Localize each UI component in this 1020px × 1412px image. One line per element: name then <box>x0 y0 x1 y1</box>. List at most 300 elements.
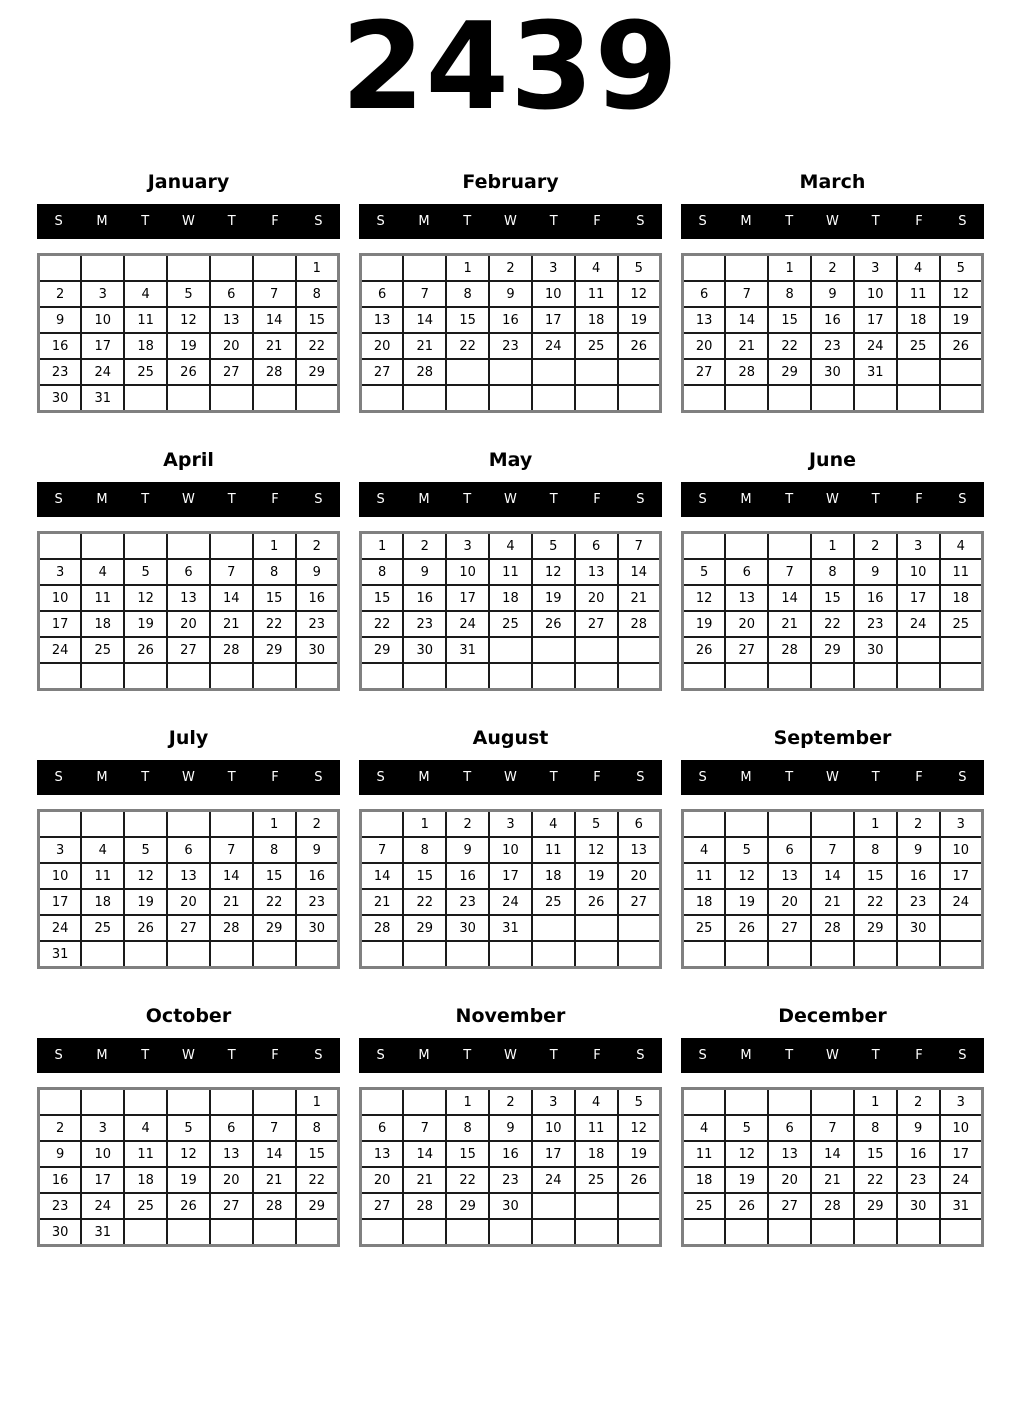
day-cell-empty <box>725 811 768 838</box>
day-cell-empty <box>725 941 768 968</box>
day-cell-march-17: 17 <box>854 307 897 333</box>
day-cell-august-22: 22 <box>403 889 446 915</box>
day-cell-march-13: 13 <box>683 307 726 333</box>
weekday-header-bar <box>359 204 662 239</box>
day-cell-empty <box>167 1089 210 1116</box>
day-cell-september-3: 3 <box>940 811 983 838</box>
day-cell-empty <box>81 941 124 968</box>
day-cell-january-25: 25 <box>124 359 167 385</box>
day-cell-march-24: 24 <box>854 333 897 359</box>
day-cell-march-16: 16 <box>811 307 854 333</box>
day-cell-july-16: 16 <box>296 863 339 889</box>
day-cell-march-5: 5 <box>940 255 983 282</box>
day-cell-empty <box>897 941 940 968</box>
day-cell-november-19: 19 <box>618 1141 661 1167</box>
day-cell-june-23: 23 <box>854 611 897 637</box>
day-cell-october-15: 15 <box>296 1141 339 1167</box>
weekday-header-sat: S <box>314 492 323 507</box>
day-cell-january-24: 24 <box>81 359 124 385</box>
day-cell-july-14: 14 <box>210 863 253 889</box>
day-cell-november-25: 25 <box>575 1167 618 1193</box>
day-cell-march-28: 28 <box>725 359 768 385</box>
week-row <box>39 837 339 863</box>
day-cell-july-22: 22 <box>253 889 296 915</box>
day-cell-march-9: 9 <box>811 281 854 307</box>
day-cell-empty <box>446 359 489 385</box>
week-row <box>361 559 661 585</box>
day-cell-august-13: 13 <box>618 837 661 863</box>
day-cell-september-30: 30 <box>897 915 940 941</box>
weekday-header-fri: F <box>593 770 601 785</box>
day-cell-december-14: 14 <box>811 1141 854 1167</box>
weekday-header-thu: T <box>549 770 558 785</box>
day-cell-empty <box>768 663 811 690</box>
day-cell-january-7: 7 <box>253 281 296 307</box>
day-cell-empty <box>768 811 811 838</box>
week-row <box>361 533 661 560</box>
day-cell-empty <box>725 663 768 690</box>
day-cell-empty <box>940 1219 983 1246</box>
day-cell-january-5: 5 <box>167 281 210 307</box>
week-row <box>39 1167 339 1193</box>
weekday-header-fri: F <box>593 1048 601 1063</box>
day-cell-april-14: 14 <box>210 585 253 611</box>
day-cell-december-25: 25 <box>683 1193 726 1219</box>
day-cell-empty <box>618 1219 661 1246</box>
day-cell-november-3: 3 <box>532 1089 575 1116</box>
day-cell-empty <box>768 1089 811 1116</box>
day-cell-december-7: 7 <box>811 1115 854 1141</box>
day-cell-october-3: 3 <box>81 1115 124 1141</box>
day-cell-july-3: 3 <box>39 837 82 863</box>
day-cell-june-29: 29 <box>811 637 854 663</box>
day-cell-may-21: 21 <box>618 585 661 611</box>
weekday-header-tue: T <box>463 1048 472 1063</box>
day-cell-october-25: 25 <box>124 1193 167 1219</box>
day-cell-december-5: 5 <box>725 1115 768 1141</box>
weekday-header-bar <box>681 1038 984 1073</box>
weekday-header-fri: F <box>915 1048 923 1063</box>
day-cell-empty <box>940 941 983 968</box>
day-cell-december-4: 4 <box>683 1115 726 1141</box>
month-june <box>681 438 984 716</box>
day-cell-december-17: 17 <box>940 1141 983 1167</box>
day-cell-february-7: 7 <box>403 281 446 307</box>
day-cell-october-11: 11 <box>124 1141 167 1167</box>
week-row <box>683 1141 983 1167</box>
day-cell-march-21: 21 <box>725 333 768 359</box>
day-cell-october-4: 4 <box>124 1115 167 1141</box>
day-cell-empty <box>210 811 253 838</box>
day-cell-february-1: 1 <box>446 255 489 282</box>
weekday-header-mon: M <box>418 1048 430 1063</box>
day-cell-july-31: 31 <box>39 941 82 968</box>
day-cell-september-29: 29 <box>854 915 897 941</box>
day-cell-june-24: 24 <box>897 611 940 637</box>
day-cell-february-26: 26 <box>618 333 661 359</box>
day-cell-october-26: 26 <box>167 1193 210 1219</box>
week-row <box>361 837 661 863</box>
day-cell-february-3: 3 <box>532 255 575 282</box>
day-cell-april-24: 24 <box>39 637 82 663</box>
weekday-header-wed: W <box>182 214 195 229</box>
weekday-header-thu: T <box>549 492 558 507</box>
day-cell-march-25: 25 <box>897 333 940 359</box>
day-cell-february-6: 6 <box>361 281 404 307</box>
month-title: August <box>472 727 549 749</box>
weekday-header-tue: T <box>785 770 794 785</box>
weekday-header-sun: S <box>54 214 63 229</box>
day-cell-empty <box>124 385 167 412</box>
day-cell-may-14: 14 <box>618 559 661 585</box>
day-cell-december-24: 24 <box>940 1167 983 1193</box>
day-cell-june-16: 16 <box>854 585 897 611</box>
week-row <box>683 611 983 637</box>
day-cell-december-28: 28 <box>811 1193 854 1219</box>
day-cell-empty <box>124 811 167 838</box>
day-cell-may-22: 22 <box>361 611 404 637</box>
day-cell-june-9: 9 <box>854 559 897 585</box>
day-cell-january-4: 4 <box>124 281 167 307</box>
day-cell-empty <box>81 811 124 838</box>
day-cell-march-15: 15 <box>768 307 811 333</box>
day-cell-may-10: 10 <box>446 559 489 585</box>
month-day-grid <box>37 1087 340 1247</box>
day-cell-may-31: 31 <box>446 637 489 663</box>
week-row <box>683 1193 983 1219</box>
day-cell-november-29: 29 <box>446 1193 489 1219</box>
week-row <box>39 889 339 915</box>
day-cell-december-29: 29 <box>854 1193 897 1219</box>
week-row <box>683 307 983 333</box>
day-cell-empty <box>296 385 339 412</box>
day-cell-august-3: 3 <box>489 811 532 838</box>
day-cell-empty <box>683 1089 726 1116</box>
day-cell-july-9: 9 <box>296 837 339 863</box>
day-cell-september-17: 17 <box>940 863 983 889</box>
day-cell-august-17: 17 <box>489 863 532 889</box>
month-day-grid <box>359 531 662 691</box>
day-cell-november-18: 18 <box>575 1141 618 1167</box>
day-cell-march-8: 8 <box>768 281 811 307</box>
day-cell-may-15: 15 <box>361 585 404 611</box>
day-cell-empty <box>167 663 210 690</box>
day-cell-october-9: 9 <box>39 1141 82 1167</box>
weekday-header-sun: S <box>376 1048 385 1063</box>
day-cell-empty <box>124 1219 167 1246</box>
day-cell-december-6: 6 <box>768 1115 811 1141</box>
day-cell-november-11: 11 <box>575 1115 618 1141</box>
month-august <box>359 716 662 994</box>
weekday-header-fri: F <box>593 214 601 229</box>
day-cell-october-5: 5 <box>167 1115 210 1141</box>
week-row <box>361 611 661 637</box>
day-cell-empty <box>81 533 124 560</box>
day-cell-june-15: 15 <box>811 585 854 611</box>
day-cell-november-15: 15 <box>446 1141 489 1167</box>
weekday-header-sat: S <box>958 1048 967 1063</box>
week-row <box>39 915 339 941</box>
month-november <box>359 994 662 1272</box>
day-cell-may-16: 16 <box>403 585 446 611</box>
week-row <box>39 559 339 585</box>
day-cell-august-29: 29 <box>403 915 446 941</box>
day-cell-april-28: 28 <box>210 637 253 663</box>
day-cell-may-27: 27 <box>575 611 618 637</box>
day-cell-january-9: 9 <box>39 307 82 333</box>
month-title: April <box>163 449 214 471</box>
day-cell-november-6: 6 <box>361 1115 404 1141</box>
day-cell-april-25: 25 <box>81 637 124 663</box>
month-september <box>681 716 984 994</box>
month-title: December <box>778 1005 887 1027</box>
day-cell-april-8: 8 <box>253 559 296 585</box>
day-cell-october-27: 27 <box>210 1193 253 1219</box>
day-cell-empty <box>361 255 404 282</box>
weekday-header-wed: W <box>182 770 195 785</box>
day-cell-april-20: 20 <box>167 611 210 637</box>
day-cell-december-13: 13 <box>768 1141 811 1167</box>
day-cell-july-1: 1 <box>253 811 296 838</box>
day-cell-december-2: 2 <box>897 1089 940 1116</box>
day-cell-january-6: 6 <box>210 281 253 307</box>
weekday-header-sun: S <box>376 492 385 507</box>
day-cell-september-16: 16 <box>897 863 940 889</box>
day-cell-august-7: 7 <box>361 837 404 863</box>
day-cell-empty <box>532 915 575 941</box>
day-cell-empty <box>532 385 575 412</box>
day-cell-january-2: 2 <box>39 281 82 307</box>
week-row <box>361 1167 661 1193</box>
month-title: October <box>145 1005 232 1027</box>
day-cell-empty <box>361 1089 404 1116</box>
day-cell-empty <box>124 941 167 968</box>
day-cell-august-21: 21 <box>361 889 404 915</box>
weekday-header-mon: M <box>96 770 108 785</box>
weekday-header-sat: S <box>314 770 323 785</box>
day-cell-july-13: 13 <box>167 863 210 889</box>
day-cell-march-23: 23 <box>811 333 854 359</box>
day-cell-april-19: 19 <box>124 611 167 637</box>
week-row <box>683 533 983 560</box>
day-cell-october-17: 17 <box>81 1167 124 1193</box>
day-cell-may-24: 24 <box>446 611 489 637</box>
weekday-header-tue: T <box>141 492 150 507</box>
day-cell-july-11: 11 <box>81 863 124 889</box>
week-row <box>683 837 983 863</box>
day-cell-september-8: 8 <box>854 837 897 863</box>
month-day-grid <box>359 809 662 969</box>
weekday-header-sat: S <box>958 770 967 785</box>
weekday-header-bar <box>37 482 340 517</box>
day-cell-may-17: 17 <box>446 585 489 611</box>
day-cell-september-18: 18 <box>683 889 726 915</box>
day-cell-february-24: 24 <box>532 333 575 359</box>
day-cell-february-2: 2 <box>489 255 532 282</box>
day-cell-january-29: 29 <box>296 359 339 385</box>
weekday-header-sun: S <box>376 770 385 785</box>
month-march <box>681 160 984 438</box>
day-cell-january-22: 22 <box>296 333 339 359</box>
day-cell-april-12: 12 <box>124 585 167 611</box>
day-cell-july-10: 10 <box>39 863 82 889</box>
day-cell-march-7: 7 <box>725 281 768 307</box>
day-cell-july-25: 25 <box>81 915 124 941</box>
day-cell-october-19: 19 <box>167 1167 210 1193</box>
day-cell-empty <box>446 663 489 690</box>
weekday-header-fri: F <box>915 770 923 785</box>
day-cell-december-22: 22 <box>854 1167 897 1193</box>
day-cell-empty <box>489 941 532 968</box>
day-cell-march-12: 12 <box>940 281 983 307</box>
day-cell-january-10: 10 <box>81 307 124 333</box>
day-cell-february-22: 22 <box>446 333 489 359</box>
day-cell-empty <box>167 533 210 560</box>
month-day-grid <box>681 1087 984 1247</box>
day-cell-october-12: 12 <box>167 1141 210 1167</box>
day-cell-december-30: 30 <box>897 1193 940 1219</box>
week-row <box>683 889 983 915</box>
day-cell-december-26: 26 <box>725 1193 768 1219</box>
day-cell-may-30: 30 <box>403 637 446 663</box>
week-row <box>39 1193 339 1219</box>
day-cell-april-18: 18 <box>81 611 124 637</box>
day-cell-empty <box>897 1219 940 1246</box>
day-cell-august-5: 5 <box>575 811 618 838</box>
day-cell-october-2: 2 <box>39 1115 82 1141</box>
day-cell-april-26: 26 <box>124 637 167 663</box>
week-row <box>39 1219 339 1246</box>
day-cell-april-13: 13 <box>167 585 210 611</box>
weekday-header-sun: S <box>698 770 707 785</box>
week-row <box>683 359 983 385</box>
weekday-header-bar <box>37 204 340 239</box>
day-cell-september-23: 23 <box>897 889 940 915</box>
day-cell-october-14: 14 <box>253 1141 296 1167</box>
day-cell-empty <box>940 663 983 690</box>
day-cell-july-2: 2 <box>296 811 339 838</box>
day-cell-january-15: 15 <box>296 307 339 333</box>
day-cell-february-18: 18 <box>575 307 618 333</box>
day-cell-december-27: 27 <box>768 1193 811 1219</box>
week-row <box>361 811 661 838</box>
day-cell-empty <box>811 941 854 968</box>
day-cell-empty <box>167 941 210 968</box>
day-cell-empty <box>811 663 854 690</box>
week-row <box>361 941 661 968</box>
day-cell-february-19: 19 <box>618 307 661 333</box>
day-cell-april-16: 16 <box>296 585 339 611</box>
day-cell-october-13: 13 <box>210 1141 253 1167</box>
day-cell-empty <box>39 811 82 838</box>
day-cell-empty <box>575 1193 618 1219</box>
day-cell-october-7: 7 <box>253 1115 296 1141</box>
day-cell-empty <box>618 385 661 412</box>
day-cell-empty <box>296 663 339 690</box>
weekday-header-fri: F <box>593 492 601 507</box>
month-july <box>37 716 340 994</box>
day-cell-june-6: 6 <box>725 559 768 585</box>
day-cell-february-16: 16 <box>489 307 532 333</box>
day-cell-october-21: 21 <box>253 1167 296 1193</box>
weekday-header-thu: T <box>227 1048 236 1063</box>
day-cell-july-29: 29 <box>253 915 296 941</box>
week-row <box>361 1219 661 1246</box>
day-cell-march-3: 3 <box>854 255 897 282</box>
day-cell-june-21: 21 <box>768 611 811 637</box>
day-cell-april-22: 22 <box>253 611 296 637</box>
day-cell-empty <box>725 533 768 560</box>
day-cell-february-12: 12 <box>618 281 661 307</box>
weekday-header-bar <box>681 760 984 795</box>
week-row <box>39 1089 339 1116</box>
day-cell-empty <box>210 533 253 560</box>
day-cell-february-14: 14 <box>403 307 446 333</box>
day-cell-january-28: 28 <box>253 359 296 385</box>
day-cell-empty <box>575 941 618 968</box>
day-cell-may-8: 8 <box>361 559 404 585</box>
weekday-header-mon: M <box>740 492 752 507</box>
weekday-header-thu: T <box>871 770 880 785</box>
day-cell-december-18: 18 <box>683 1167 726 1193</box>
weekday-header-wed: W <box>504 1048 517 1063</box>
day-cell-august-9: 9 <box>446 837 489 863</box>
day-cell-empty <box>683 385 726 412</box>
day-cell-june-14: 14 <box>768 585 811 611</box>
day-cell-september-6: 6 <box>768 837 811 863</box>
day-cell-october-8: 8 <box>296 1115 339 1141</box>
day-cell-july-15: 15 <box>253 863 296 889</box>
weekday-header-mon: M <box>96 214 108 229</box>
day-cell-november-30: 30 <box>489 1193 532 1219</box>
day-cell-october-23: 23 <box>39 1193 82 1219</box>
day-cell-october-22: 22 <box>296 1167 339 1193</box>
day-cell-empty <box>361 941 404 968</box>
weekday-header-mon: M <box>96 492 108 507</box>
day-cell-april-15: 15 <box>253 585 296 611</box>
day-cell-december-11: 11 <box>683 1141 726 1167</box>
month-october <box>37 994 340 1272</box>
day-cell-january-13: 13 <box>210 307 253 333</box>
day-cell-september-10: 10 <box>940 837 983 863</box>
month-title: June <box>808 449 856 471</box>
day-cell-december-1: 1 <box>854 1089 897 1116</box>
day-cell-empty <box>253 1219 296 1246</box>
day-cell-march-29: 29 <box>768 359 811 385</box>
day-cell-september-27: 27 <box>768 915 811 941</box>
day-cell-may-20: 20 <box>575 585 618 611</box>
day-cell-empty <box>489 637 532 663</box>
day-cell-november-1: 1 <box>446 1089 489 1116</box>
day-cell-september-15: 15 <box>854 863 897 889</box>
day-cell-july-21: 21 <box>210 889 253 915</box>
weekday-header-tue: T <box>785 492 794 507</box>
day-cell-may-5: 5 <box>532 533 575 560</box>
day-cell-november-16: 16 <box>489 1141 532 1167</box>
week-row <box>361 333 661 359</box>
day-cell-april-10: 10 <box>39 585 82 611</box>
weekday-header-bar <box>359 760 662 795</box>
day-cell-september-14: 14 <box>811 863 854 889</box>
weekday-header-wed: W <box>504 492 517 507</box>
day-cell-june-27: 27 <box>725 637 768 663</box>
day-cell-september-13: 13 <box>768 863 811 889</box>
day-cell-october-28: 28 <box>253 1193 296 1219</box>
day-cell-august-4: 4 <box>532 811 575 838</box>
day-cell-july-19: 19 <box>124 889 167 915</box>
weekday-header-thu: T <box>871 214 880 229</box>
day-cell-june-22: 22 <box>811 611 854 637</box>
